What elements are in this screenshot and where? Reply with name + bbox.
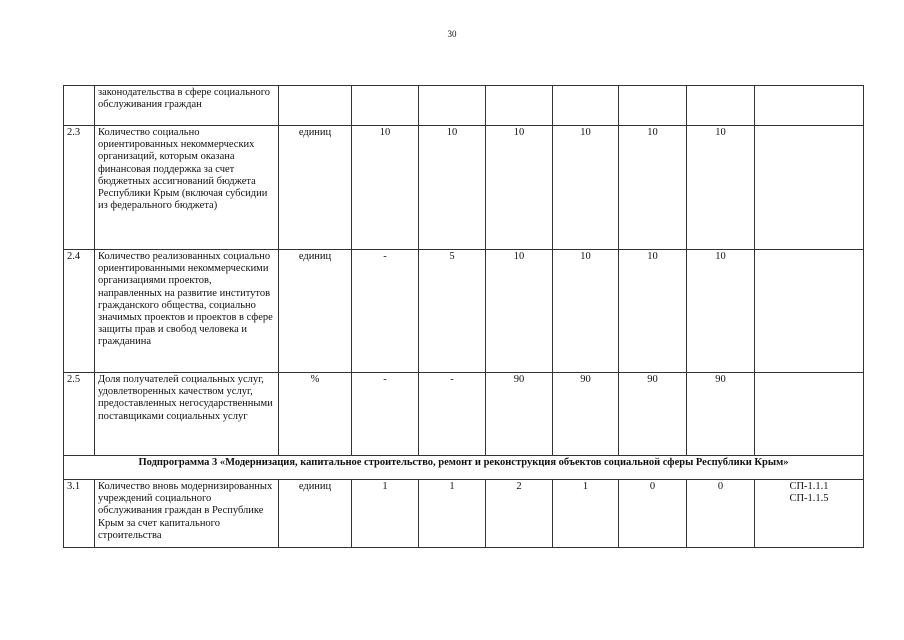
value-cell: - xyxy=(352,373,419,456)
value-cell: 90 xyxy=(486,373,553,456)
indicators-table xyxy=(63,85,864,548)
note-line: СП-1.1.1 xyxy=(789,481,829,492)
table-row xyxy=(64,126,864,250)
value-cell xyxy=(553,86,619,126)
value-cell: 1 xyxy=(553,480,619,548)
unit-cell: единиц xyxy=(279,480,352,548)
indicator-name: Количество реализованных социально ориентированными некоммерческими организациями проектов, направленных на развитие институтов гражданского общества, социально значимых проектов и проектов в сфере защиты прав и свобод человека и гражданина xyxy=(95,250,279,373)
value-cell: 10 xyxy=(619,250,687,373)
table-row xyxy=(64,373,864,456)
value-cell: 90 xyxy=(619,373,687,456)
value-cell: 10 xyxy=(352,126,419,250)
value-cell: 90 xyxy=(553,373,619,456)
value-cell: - xyxy=(419,373,486,456)
subprogram-row xyxy=(64,456,864,480)
table-row xyxy=(64,480,864,548)
value-cell xyxy=(486,86,553,126)
note-cell xyxy=(755,480,864,548)
value-cell: 1 xyxy=(352,480,419,548)
unit-cell xyxy=(279,86,352,126)
value-cell: 0 xyxy=(619,480,687,548)
value-cell xyxy=(352,86,419,126)
value-cell: 10 xyxy=(486,250,553,373)
value-cell: 10 xyxy=(687,250,755,373)
unit-cell: % xyxy=(279,373,352,456)
page-number: 30 xyxy=(447,29,457,39)
value-cell xyxy=(687,86,755,126)
unit-cell: единиц xyxy=(279,250,352,373)
note-line: СП-1.1.5 xyxy=(789,493,829,505)
note-cell xyxy=(755,373,864,456)
unit-cell: единиц xyxy=(279,126,352,250)
row-number: 2.3 xyxy=(64,126,95,250)
indicator-name: Доля получателей социальных услуг, удовлетворенных качеством услуг, предоставленных негосударственными поставщиками социальных услуг xyxy=(95,373,279,456)
table-row xyxy=(64,86,864,126)
value-cell: 1 xyxy=(419,480,486,548)
value-cell: 10 xyxy=(553,126,619,250)
value-cell: 0 xyxy=(687,480,755,548)
value-cell: 10 xyxy=(553,250,619,373)
value-cell: 90 xyxy=(687,373,755,456)
value-cell: 2 xyxy=(486,480,553,548)
note-cell xyxy=(755,250,864,373)
value-cell: 10 xyxy=(619,126,687,250)
value-cell: 5 xyxy=(419,250,486,373)
value-cell: - xyxy=(352,250,419,373)
value-cell xyxy=(619,86,687,126)
value-cell: 10 xyxy=(419,126,486,250)
row-number xyxy=(64,86,95,126)
table-row xyxy=(64,250,864,373)
indicator-name: Количество социально ориентированных некоммерческих организаций, которым оказана финансовая поддержка за счет бюджетных ассигнований бюджета Республики Крым (включая субсидии из федерального бюджета) xyxy=(95,126,279,250)
note-cell xyxy=(755,86,864,126)
value-cell: 10 xyxy=(486,126,553,250)
value-cell xyxy=(419,86,486,126)
indicator-name: законодательства в сфере социального обслуживания граждан xyxy=(95,86,279,126)
row-number: 2.4 xyxy=(64,250,95,373)
row-number: 2.5 xyxy=(64,373,95,456)
indicator-name: Количество вновь модернизированных учреждений социального обслуживания граждан в Республике Крым за счет капитального строительства xyxy=(95,480,279,548)
note-cell xyxy=(755,126,864,250)
subprogram-title: Подпрограмма 3 «Модернизация, капитальное строительство, ремонт и реконструкция объектов социальной сферы Республики Крым» xyxy=(64,456,864,480)
row-number: 3.1 xyxy=(64,480,95,548)
value-cell: 10 xyxy=(687,126,755,250)
